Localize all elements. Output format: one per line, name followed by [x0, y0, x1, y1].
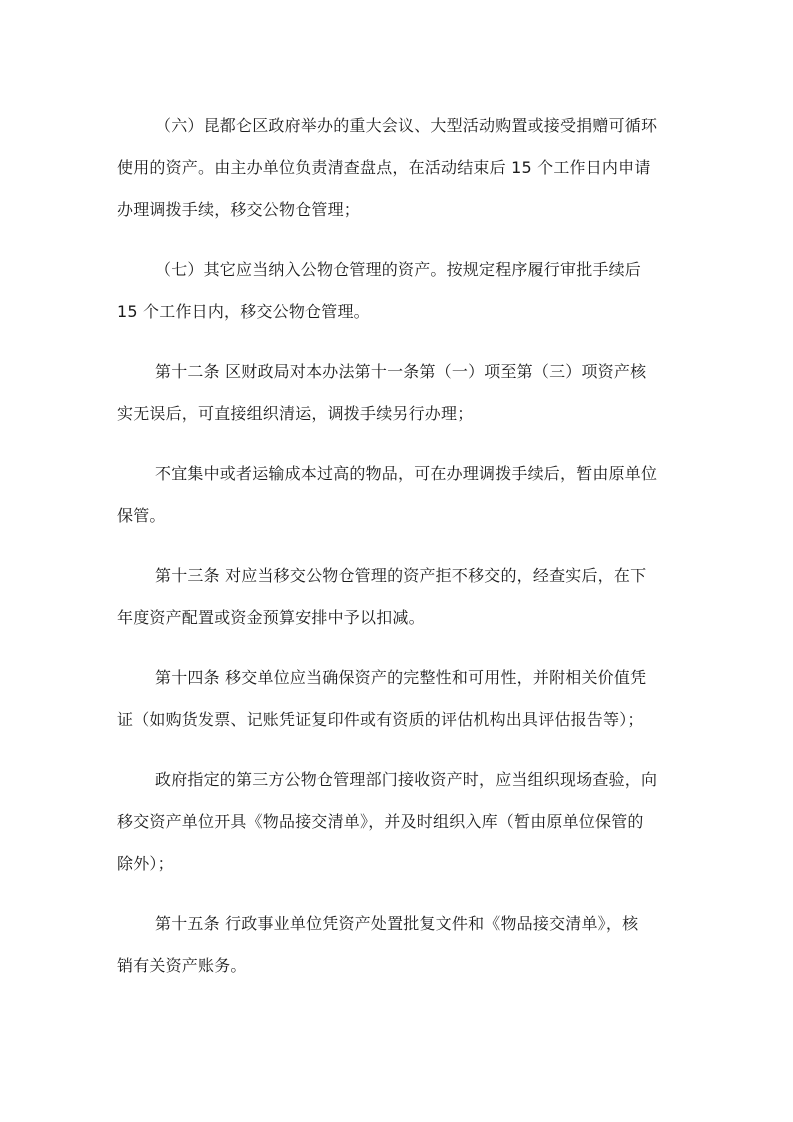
article-14-para-2-line-2: 移交资产单位开具《物品接交清单》，并及时组织入库（暂由原单位保管的 — [117, 812, 644, 831]
article-12-para-2-line-2: 保管。 — [117, 506, 166, 525]
article-12-line-2: 实无误后，可直接组织清运，调拨手续另行办理； — [117, 404, 474, 423]
article-13-line-2: 年度资产配置或资金预算安排中予以扣减。 — [117, 608, 425, 627]
article-14-line-1: 第十四条 移交单位应当确保资产的完整性和可用性，并附相关价值凭 — [155, 668, 647, 687]
paragraph-7-line-1: （七）其它应当纳入公物仓管理的资产。按规定程序履行审批手续后 — [155, 260, 642, 279]
article-12-para-2-line-1: 不宜集中或者运输成本过高的物品，可在办理调拨手续后，暂由原单位 — [155, 464, 658, 483]
article-12-line-1: 第十二条 区财政局对本办法第十一条第（一）项至第（三）项资产核 — [155, 362, 647, 381]
paragraph-6-line-2: 使用的资产。由主办单位负责清查盘点，在活动结束后 15 个工作日内申请 — [117, 158, 651, 177]
article-15-line-2: 销有关资产账务。 — [117, 956, 247, 975]
article-14-para-2-line-1: 政府指定的第三方公物仓管理部门接收资产时，应当组织现场查验，向 — [155, 770, 658, 789]
paragraph-6-line-1: （六）昆都仑区政府举办的重大会议、大型活动购置或接受捐赠可循环 — [155, 116, 658, 135]
paragraph-7-line-2: 15 个工作日内，移交公物仓管理。 — [117, 302, 370, 321]
article-14-para-2-line-3: 除外）； — [117, 854, 174, 873]
paragraph-6-line-3: 办理调拨手续，移交公物仓管理； — [117, 200, 361, 219]
article-14-line-2: 证（如购货发票、记账凭证复印件或有资质的评估机构出具评估报告等）； — [117, 710, 644, 729]
article-13-line-1: 第十三条 对应当移交公物仓管理的资产拒不移交的，经查实后，在下 — [155, 566, 647, 585]
article-15-line-1: 第十五条 行政事业单位凭资产处置批复文件和《物品接交清单》，核 — [155, 914, 639, 933]
